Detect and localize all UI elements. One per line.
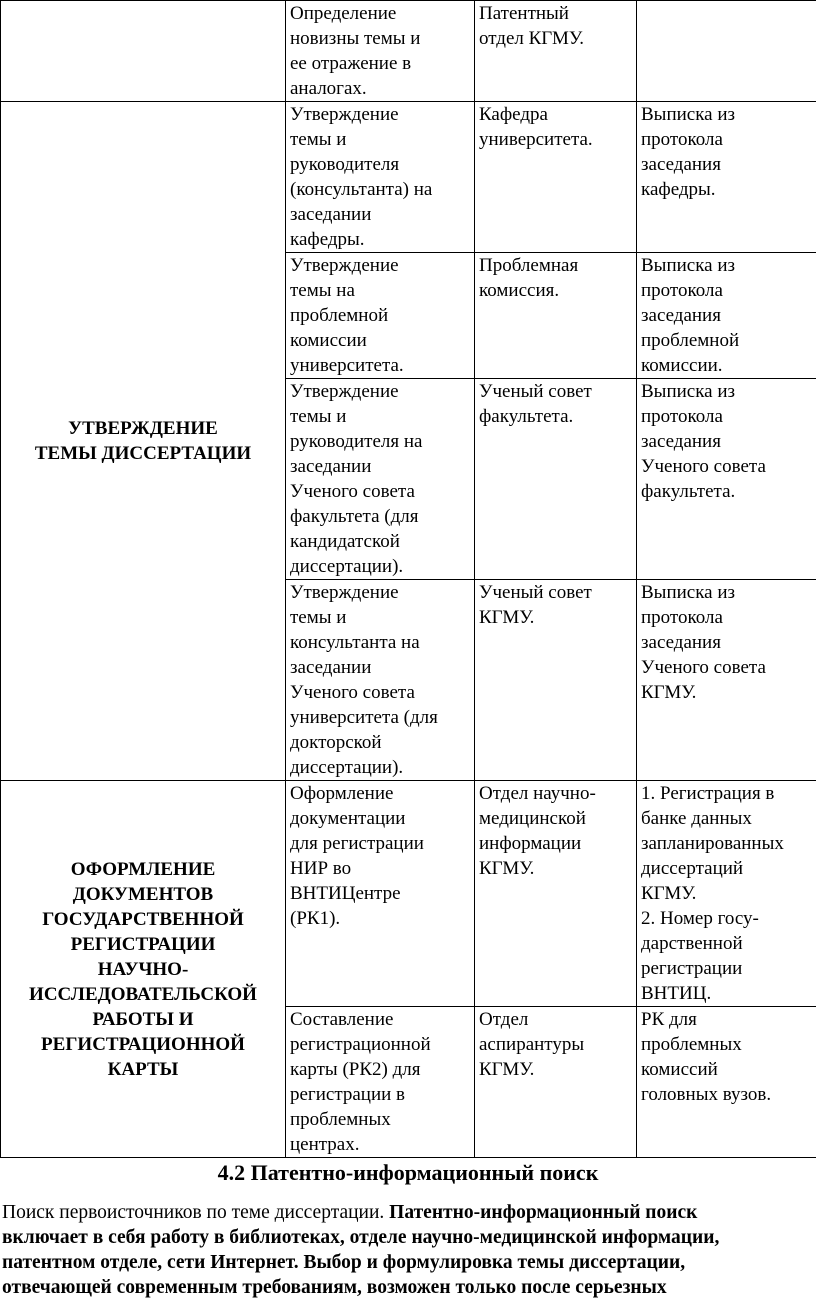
cell-line: КАРТЫ [107, 1058, 179, 1080]
cell-line: головных вузов. [641, 1084, 772, 1105]
action-cell [286, 102, 475, 253]
cell-line: РЕГИСТРАЦИОННОЙ [41, 1033, 245, 1055]
executor-cell [475, 253, 637, 379]
cell-line: аналогах. [290, 78, 367, 99]
cell-line: регистрации в [290, 1084, 406, 1105]
cell-line: заседании [290, 657, 372, 678]
result-cell [637, 379, 816, 580]
cell-line: аспирантуры [479, 1034, 585, 1055]
executor-cell [475, 379, 637, 580]
stage-cell-empty [1, 1, 286, 102]
cell-line: заседания [641, 305, 721, 326]
paragraph-line [2, 1225, 814, 1250]
cell-line: Выписка из [641, 104, 736, 125]
cell-line: запланированных [641, 833, 784, 854]
cell-line: Отдел научно- [479, 783, 596, 804]
cell-line: Проблемная [479, 255, 579, 276]
cell-line: отдел КГМУ. [479, 28, 585, 49]
cell-line: комиссий [641, 1059, 718, 1080]
cell-line: проблемных [641, 1034, 742, 1055]
cell-line: КГМУ. [479, 1059, 535, 1080]
cell-line: темы на [290, 280, 355, 301]
cell-line: ИССЛЕДОВАТЕЛЬСКОЙ [29, 983, 257, 1005]
table-row [1, 1, 816, 102]
cell-line: ТЕМЫ ДИССЕРТАЦИИ [34, 443, 252, 464]
paragraph-line [2, 1200, 814, 1225]
table-row [1, 102, 816, 253]
cell-line: (РК1). [290, 908, 341, 929]
paragraph-line [2, 1275, 814, 1300]
cell-line: НАУЧНО- [97, 958, 189, 980]
cell-line: карты (РК2) для [290, 1059, 421, 1080]
cell-line: медицинской [479, 808, 586, 829]
cell-line: университета. [290, 355, 404, 376]
cell-line: для регистрации [290, 833, 424, 854]
intro-paragraph [2, 1200, 814, 1300]
cell-line: Ученого совета [641, 657, 766, 678]
table-row [1, 781, 816, 1007]
cell-line: кафедры. [641, 179, 716, 200]
result-cell [637, 1007, 816, 1158]
cell-line: (консультанта) на [290, 179, 433, 200]
cell-line: диссертаций [641, 858, 744, 879]
paragraph-bold-text: патентном отделе, сети Интернет. Выбор и формулировка темы диссертации, [2, 1252, 686, 1273]
action-cell [286, 1007, 475, 1158]
cell-line: Ученый совет [479, 381, 592, 402]
cell-line: НИР во [290, 858, 352, 879]
stage-cell [1, 102, 286, 781]
cell-line: темы и [290, 406, 347, 427]
cell-line: Выписка из [641, 381, 736, 402]
cell-line: комиссии [290, 330, 367, 351]
paragraph-text: Поиск первоисточников по теме диссертации. [2, 1202, 390, 1223]
cell-line: заседания [641, 632, 721, 653]
cell-line: КГМУ. [479, 858, 535, 879]
cell-line: регистрации [641, 958, 743, 979]
cell-line: Утверждение [290, 582, 399, 603]
cell-line: банке данных [641, 808, 752, 829]
cell-line: факультета (для [290, 506, 419, 527]
cell-line: документации [290, 808, 406, 829]
action-cell [286, 1, 475, 102]
cell-line: факультета. [479, 406, 574, 427]
cell-line: руководителя [290, 154, 400, 175]
cell-line: Выписка из [641, 582, 736, 603]
cell-line: кандидатской [290, 531, 400, 552]
cell-line: Ученого совета [290, 481, 415, 502]
action-cell [286, 580, 475, 781]
cell-line: Кафедра [479, 104, 548, 125]
section-title: 4.2 Патентно-информационный поиск [217, 1160, 599, 1185]
cell-line: заседании [290, 204, 372, 225]
cell-line: темы и [290, 607, 347, 628]
result-cell [637, 253, 816, 379]
result-cell [637, 1, 816, 102]
action-cell [286, 379, 475, 580]
cell-line: ВНТИЦентре [290, 883, 401, 904]
cell-line: ГОСУДАРСТВЕННОЙ [42, 908, 244, 930]
cell-line: новизны темы и [290, 28, 421, 49]
executor-cell [475, 580, 637, 781]
result-cell [637, 102, 816, 253]
action-cell [286, 781, 475, 1007]
result-cell [637, 781, 816, 1007]
cell-line: Ученый совет [479, 582, 592, 603]
cell-line: факультета. [641, 481, 736, 502]
cell-line: Отдел [479, 1009, 529, 1030]
cell-line: университета. [479, 129, 593, 150]
cell-line: КГМУ. [641, 682, 697, 703]
cell-line: протокола [641, 406, 723, 427]
stage-cell [1, 781, 286, 1158]
cell-line: комиссия. [479, 280, 560, 301]
executor-cell [475, 1007, 637, 1158]
cell-line: РК для [641, 1009, 697, 1030]
cell-line: РЕГИСТРАЦИИ [70, 933, 216, 955]
cell-line: КГМУ. [479, 607, 535, 628]
action-cell [286, 253, 475, 379]
cell-line: руководителя на [290, 431, 423, 452]
cell-line: Выписка из [641, 255, 736, 276]
executor-cell [475, 1, 637, 102]
executor-cell [475, 102, 637, 253]
cell-line: протокола [641, 607, 723, 628]
cell-line: заседания [641, 154, 721, 175]
cell-line: Утверждение [290, 381, 399, 402]
cell-line: докторской [290, 732, 382, 753]
cell-line: диссертации). [290, 556, 404, 577]
cell-line: КГМУ. [641, 883, 697, 904]
cell-line: проблемной [290, 305, 389, 326]
cell-line: Составление [290, 1009, 394, 1030]
cell-line: РАБОТЫ И [92, 1008, 194, 1030]
cell-line: ВНТИЦ. [641, 983, 712, 1004]
cell-line: протокола [641, 280, 723, 301]
cell-line: проблемной [641, 330, 740, 351]
cell-line: Ученого совета [290, 682, 415, 703]
cell-line: 2. Номер госу- [641, 908, 759, 929]
cell-line: ДОКУМЕНТОВ [72, 883, 214, 905]
cell-line: консультанта на [290, 632, 420, 653]
cell-line: центрах. [290, 1134, 360, 1155]
cell-line: диссертации). [290, 757, 404, 778]
cell-line: УТВЕРЖДЕНИЕ [68, 418, 218, 439]
cell-line: темы и [290, 129, 347, 150]
paragraph-bold-text: отвечающей современным требованиям, возможен только после серьезных [2, 1277, 667, 1298]
cell-line: регистрационной [290, 1034, 431, 1055]
paragraph-bold-text: включает в себя работу в библиотеках, отделе научно-медицинской информации, [2, 1227, 720, 1248]
cell-line: информации [479, 833, 582, 854]
result-cell [637, 580, 816, 781]
cell-line: 1. Регистрация в [641, 783, 775, 804]
cell-line: ОФОРМЛЕНИЕ [70, 858, 216, 880]
cell-line: кафедры. [290, 229, 365, 250]
cell-line: Утверждение [290, 104, 399, 125]
paragraph-line [2, 1250, 814, 1275]
cell-line: дарственной [641, 933, 743, 954]
cell-line: протокола [641, 129, 723, 150]
executor-cell [475, 781, 637, 1007]
cell-line: Определение [290, 3, 397, 24]
cell-line: университета (для [290, 707, 438, 728]
cell-line: заседании [290, 456, 372, 477]
cell-line: Ученого совета [641, 456, 766, 477]
cell-line: проблемных [290, 1109, 391, 1130]
cell-line: комиссии. [641, 355, 723, 376]
cell-line: Патентный [479, 3, 569, 24]
cell-line: ее отражение в [290, 53, 412, 74]
cell-line: Утверждение [290, 255, 399, 276]
cell-line: заседания [641, 431, 721, 452]
paragraph-bold-text: Патентно-информационный поиск [389, 1202, 698, 1223]
cell-line: Оформление [290, 783, 394, 804]
